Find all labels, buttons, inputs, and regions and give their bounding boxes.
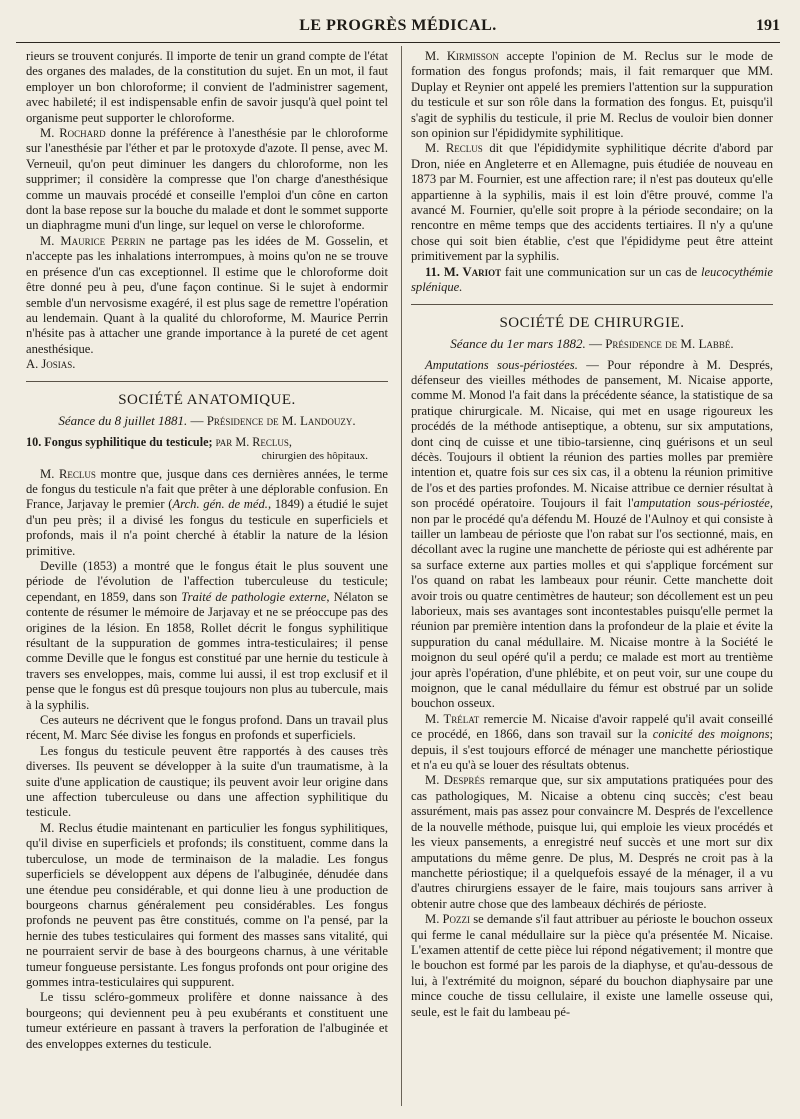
paragraph-text: remercie M. Nicaise d'avoir rappelé qu'il avait conseillé ce procédé, en 1866, dans son travail sur la [411, 711, 773, 742]
seance-date: Séance du 8 juillet 1881. [58, 412, 188, 428]
running-header [16, 14, 780, 43]
communication-lead: 11. M. Variot [425, 264, 502, 279]
paragraph-text: remarque que, sur six amputations pratiquées pour des cas pathologiques, M. Nicaise a obtenu cinq succès; c'est beau assurément, mais pas assez pour convaincre M. Després de l'excellence de la nouvelle méthode, puisque lui, qui emploie les vieux procédés et les vieux pansements, a enregistré neuf succès et une mort sur dix amputations du même genre. De plus, M. Després ne croit pas à la manchette périostique; il a quelquefois essayé de la ménager, il a vu d'autres chirurgiens essayer de le faire, mais toujours sans arriver à obtenir autre chose que des lambeaux déchirés de périoste. [411, 773, 774, 911]
paragraph: Les fongus du testicule peuvent être rapportés à des causes très diverses. Ils peuvent se développer à la suite d'un traumatisme, à la suite d'une application de caustique; ils peuvent avoir leur origine dans une affection tuberculeuse ou dans une affection syphilitique du testicule. [26, 743, 388, 820]
seance-president: — Présidence de M. Landouzy. [187, 412, 356, 428]
seance-line [26, 413, 388, 429]
paragraph: rieurs se trouvent conjurés. Il importe de tenir un grand compte de l'état des organes des malades, de la constitution du sujet. En un mot, il faut employer un bon chloroforme; il convient de l'administrer sagement, avec habileté; il est indispensable enfin de savoir jusqu'à quel point tel organisme peut supporter le chloroforme. [26, 49, 388, 125]
paragraph: Le tissu scléro-gommeux prolifère et donne naissance à des bourgeons; qui deviennent peu à peu exubérants et constituent une tumeur extérieure en passant à travers la perforation de l'albuginée et des enveloppes externes du testicule. [26, 990, 388, 1051]
speaker-name: M. Kirmisson [425, 49, 499, 63]
paragraph [26, 234, 388, 357]
speaker-name: M. Pozzi [425, 912, 471, 927]
paragraph [26, 467, 388, 559]
reference: conicité des moignons [652, 727, 770, 742]
paragraph-text: se demande s'il faut attribuer au périoste le bouchon osseux qui ferme le canal médullaire sur la pièce qu'a présentée M. Nicaise. L'examen attentif de cette pièce lui répond négativement; il montre que le bouchon est formé par les parois de la diaphyse, et qu'au-dessous de lui, à l'extrémité du moignon, séparé du bouchon diaphysaire par une mince couche de tissu cellulaire, il existe une lamelle osseuse qui, seule, est le fait du lambeau pé- [411, 912, 773, 1019]
paper-author: par M. Reclus, [212, 434, 292, 449]
paragraph: Ces auteurs ne décrivent que le fongus profond. Dans un travail plus récent, M. Marc Sée divise les fongus en profonds et superficiels. [26, 713, 388, 743]
left-column [26, 49, 388, 1052]
journal-title: LE PROGRÈS MÉDICAL. [299, 17, 497, 34]
paragraph-text: ne partage pas les idées de M. Gosselin, et n'accepte pas les inhalations interrompues, à moins qu'on ne se trouve en présence d'un cas exceptionnel. Il estime que le chloroforme doit être donné peu à peu, d'une façon continue. Si le sujet à endormir semble d'un nervosisme exagéré, il est plus sage de remettre l'opération au lendemain. Quant à la qualité du chloroforme, M. Maurice Perrin n'hésite pas à attacher une grande importance à la pureté de cet agent anesthésique. [26, 233, 388, 356]
seance-line [411, 336, 773, 352]
page-number: 191 [756, 17, 780, 34]
paper-affiliation: chirurgien des hôpitaux. [261, 449, 368, 462]
speaker-name: M. Rochard [40, 126, 106, 141]
paragraph-text: montre que, jusque dans ces dernières années, le terme de fongus du testicule n'a fait que prêter à une déplorable confusion. En France, Jarjavay le premier ( [26, 466, 388, 512]
paragraph-text: donne la préférence à l'anesthésie par le chloroforme sur l'anesthésie par l'éther et par le protoxyde d'azote. Il pense, avec M. Verneuil, qu'on peut diminuer les dangers du chloroforme, non les supprimer; il considère la compresse que l'on charge d'anesthésique comme un mauvais procédé et conseille l'emploi d'un cône en carton dont la base repose sur la bouche du malade et dont le sommet supporte un diaphragme muni d'un linge, sur lequel on verse le chloroforme. [26, 126, 388, 233]
paragraph-text: , 1849) a étudié le sujet d'un peu près; il a divisé les fongus du testicule en superficiels et profonds, mais il n'a point cherché à établir la nature de la lésion primitive. [26, 497, 388, 558]
right-column [411, 49, 773, 1020]
paragraph [26, 126, 388, 234]
paragraph-text: dit que l'épididymite syphilitique décrite d'abord par Dron, niée en Angleterre et en Allemagne, puis étudiée de nouveau en 1873 par M. Fournier, est une affection rare; il n'est pas douteux qu'elle appartienne à la syphilis, mais il est loin d'être prouvé, comme l'a avancé M. Fournier, qu'elle soit propre à la période secondaire; on la rencontre en même temps que des accidents tertiaires. Il n'y a qu'une chose qui soit bien établie, c'est que l'épididyme peut être atteint primitivement par la syphilis. [411, 141, 773, 264]
topic-title: Amputations sous-périostées. [425, 357, 578, 372]
paragraph: M. Reclus étudie maintenant en particulier les fongus syphilitiques, qu'il divise en superficiels et profonds; ils constituent, comme dans la tuberculose, un mode de terminaison de la maladie. Les fongus superficiels se développent aux dépens de l'albuginée, dénudée dans une étendue peu considérable, et qui donne lieu à une production de bourgeons charnus généralement peu considérables. Les fongus profonds ne peuvent pas être constitués, comme on l'a pensé, par la hernie des tubes testiculaires qui forment des masses sans vitalité, qui ne pourraient servir de base à des bourgeons charnus, à une véritable tumeur fongueuse persistante. Les fongus profonds ont pour origine des gommes intra-testiculaires qui suppurent. [26, 820, 388, 989]
paragraph [411, 265, 773, 296]
speaker-name: M. Després [425, 773, 485, 788]
paragraph-text: Deville (1853) a montré que le fongus était le plus souvent une période de l'évolution de l'affection tuberculeuse du testicule; cependant, en 1859, dans son [26, 558, 388, 604]
speaker-name: M. Reclus [425, 141, 483, 156]
paragraph-text: fait une communication sur un cas de [501, 264, 701, 279]
section-heading: SOCIÉTÉ DE CHIRURGIE. [411, 304, 773, 332]
speaker-name: M. Reclus [40, 466, 96, 481]
paragraph-text: , Nélaton se contente de résumer le mémoire de Jarjavay et ne se préoccupe pas des origines de la lésion. En 1858, Rollet décrit le fongus syphilitique résultant de la suppuration de gommes intra-testiculaires; il pense comme Deville que le fongus est constitué par une hernie du testicule à travers ses enveloppes, mais, comme lui aussi, il est trop exclusif et il pense que le fongus est dû presque toujours non plus au tubercule, mais à la syphilis. [26, 589, 388, 712]
reference: amputation sous-périostée [633, 496, 770, 511]
column-divider [401, 46, 402, 1106]
paragraph [411, 912, 773, 1020]
paragraph-text: — Pour répondre à M. Després, défenseur des vieilles méthodes de pansement, M. Nicaise apporte, comme M. Monod l'a fait dans la précédente séance, la statistique de sa pratique chirurgicale. M. Nicaise, qui met en usage rigoureux les procédés de la méthode antiseptique, a obtenu, sur six amputations, dont cinq de cuisse et une tibio-tarsienne, cinq guérisons et un seul décès. Toujours il obtient la réunion des parties molles par première intention et, quatre fois sur ces six cas, il a obtenu la réunion primitive de l'os et des parties profondes. M. Nicaise attribue ce dernier résultat à son procédé opératoire. Toujours il fait l' [411, 357, 774, 511]
paragraph-text: , non par le procédé qu'a défendu M. Houzé de l'Aulnoy et qui consiste à tailler un lambeau de périoste que l'on rabat sur l'os sectionné, mais, en décollant avec la rugine une manchette de périoste qui est adhérente par sa surface externe aux parties molles et qui s'applique forcément sur l'os quand on rabat les lambeaux pour réunir. Cette manchette doit avoir trois ou quatre centimètres de hauteur; son décollement est un peu laborieux, mais ses avantages sont incontestables puisqu'elle permet la réunion par première intention dans la profondeur de la plaie et évite la suppuration du canal médullaire. M. Nicaise montre à la Société le moignon du seul opéré qu'il a perdu; ce malade est mort au trentième jour après l'opération, d'une phlébite, et on peut voir, sur une coupe du moignon, que le canal médullaire du fémur est obstrué par un solide bouchon osseux. [411, 496, 773, 711]
speaker-name: M. Trélat [425, 711, 480, 726]
signature: A. Josias. [26, 357, 76, 372]
paragraph [26, 559, 388, 713]
paper-title-text: 10. Fongus syphilitique du testicule; [26, 434, 213, 449]
reference: leucocythémie splénique. [411, 264, 773, 295]
paragraph [411, 141, 773, 264]
speaker-name: M. Maurice Perrin [40, 233, 146, 248]
paragraph [411, 712, 773, 774]
paragraph [411, 773, 773, 912]
paragraph-text: ; depuis, il s'est toujours efforcé de ménager une manchette périostique et n'a eu qu'à se louer des résultats obtenus. [411, 727, 773, 773]
seance-date: Séance du 1er mars 1882. [450, 335, 586, 351]
section-heading: SOCIÉTÉ ANATOMIQUE. [26, 381, 388, 409]
paragraph [411, 358, 773, 712]
paper-title [26, 435, 388, 463]
seance-president: — Présidence de M. Labbé. [585, 335, 734, 351]
paragraph-text: accepte l'opinion de M. Reclus sur le mode de formation des fongus profonds; mais, il fait remarquer que MM. Duplay et Reynier ont appelé les premiers l'attention sur la suppuration du testicule et sur son rôle dans la formation des fongus. Et, puisqu'il s'agit de syphilis du testicule, il prie M. Reclus de vouloir bien donner son opinion sur l'épididymite syphilitique. [411, 49, 773, 141]
reference: Arch. gén. de méd. [172, 497, 268, 512]
reference: Traité de pathologie externe [181, 589, 327, 604]
paragraph [411, 49, 773, 141]
